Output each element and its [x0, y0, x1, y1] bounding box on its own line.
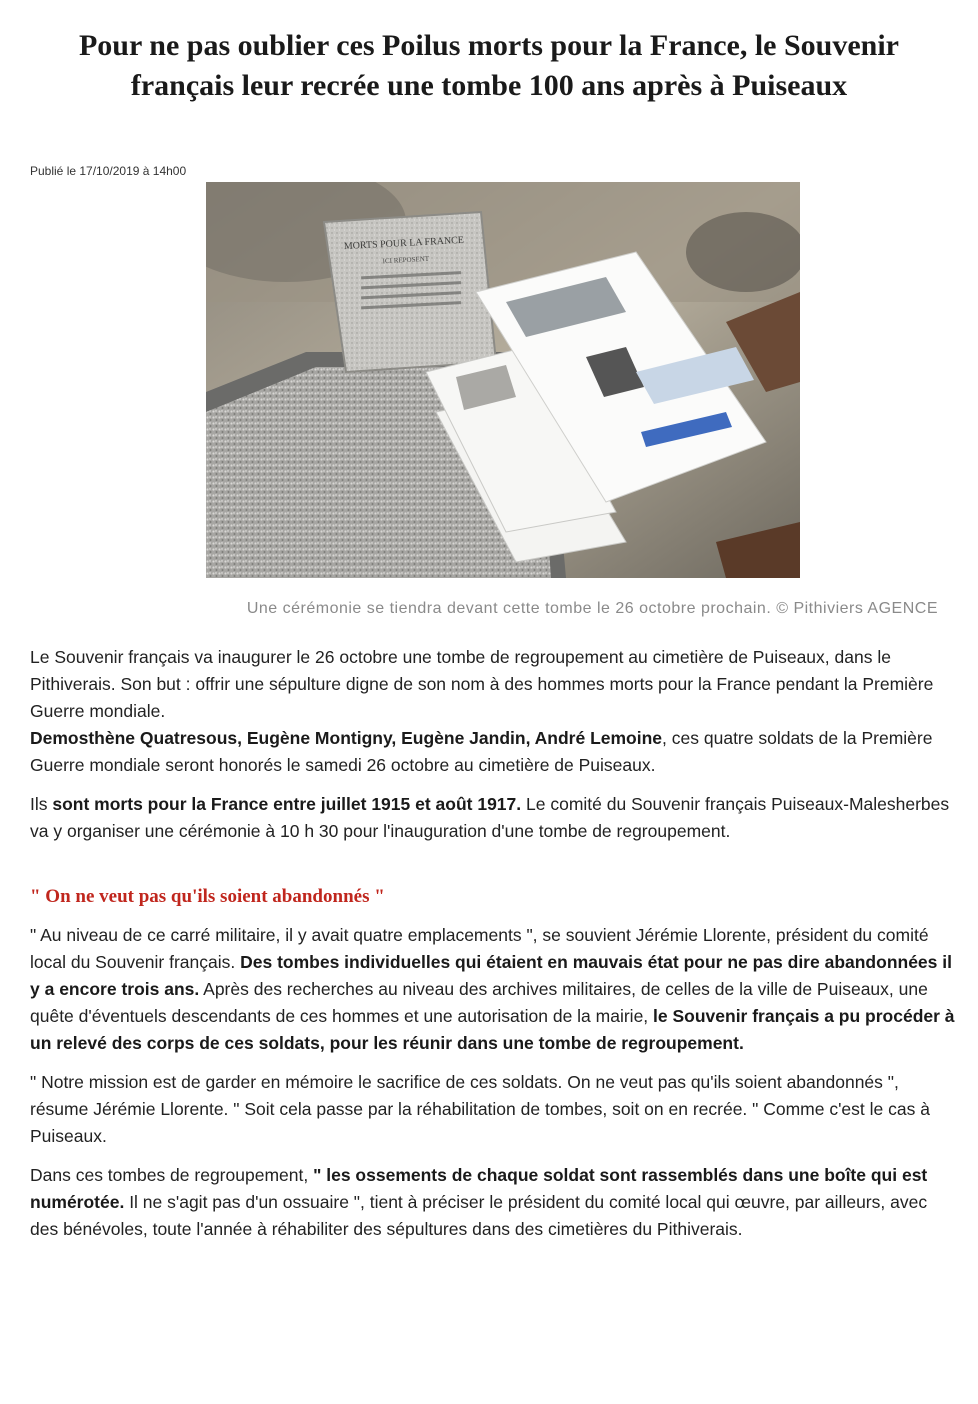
publish-date: Publié le 17/10/2019 à 14h00: [30, 164, 187, 178]
paragraph-dates: Ils sont morts pour la France entre juillet 1915 et août 1917. Le comité du Souvenir français Puiseaux-Malesherbes va y organiser une cérémonie à 10 h 30 pour l'inauguration d'une tombe de regroupement.: [30, 794, 950, 841]
section-subheading: " On ne veut pas qu'ils soient abandonnés ": [30, 886, 385, 907]
paragraph-intro: Le Souvenir français va inaugurer le 26 octobre une tombe de regroupement au cimetière de Puiseaux, dans le Pithiverais. Son but : offrir une sépulture digne de son nom à des hommes morts pour la France pendant la Première Guerre mondiale.: [30, 647, 934, 721]
paragraph-quote-1: " Au niveau de ce carré militaire, il y avait quatre emplacements ", se souvient Jérémie Llorente, président du comité local du Souvenir français. Des tombes individuelles qui étaient en mauvais état pour ne pas dire abandonnées il y a encore trois ans. Après des recherches au niveau des archives militaires, de celles de la ville de Puiseaux, une quête d'éventuels descendants de ces hommes et une autorisation de la mairie, le Souvenir français a pu procéder à un relevé des corps de ces soldats, pour les réunir dans une tombe de regroupement.: [30, 925, 955, 1053]
paragraph-quote-2: " Notre mission est de garder en mémoire le sacrifice de ces soldats. On ne veut pas qu'ils soient abandonnés ", résume Jérémie Llorente. " Soit cela passe par la réhabilitation de tombes, soit on en recrée. " Comme c'est le cas à Puiseaux.: [30, 1072, 930, 1146]
article-body: [30, 644, 960, 1255]
stone-subtitle: ICI REPOSENT: [382, 254, 430, 266]
paragraph-quote-3: Dans ces tombes de regroupement, " les ossements de chaque soldat sont rassemblés dans une boîte qui est numérotée. Il ne s'agit pas d'un ossuaire ", tient à préciser le président du comité local qui œuvre, par ailleurs, avec des bénévoles, toute l'année à réhabiliter des sépultures dans des cimetières du Pithiverais.: [30, 1165, 928, 1239]
paragraph-soldiers: Demosthène Quatresous, Eugène Montigny, Eugène Jandin, André Lemoine, ces quatre soldats de la Première Guerre mondiale seront honorés le samedi 26 octobre au cimetière de Puiseaux.: [30, 728, 933, 775]
soldier-names: Demosthène Quatresous, Eugène Montigny, Eugène Jandin, André Lemoine: [30, 728, 663, 748]
photo-caption: Une cérémonie se tiendra devant cette tombe le 26 octobre prochain. © Pithiviers AGENCE: [246, 600, 938, 617]
stone-title: MORTS POUR LA FRANCE: [343, 234, 465, 253]
article-photo: [206, 182, 800, 578]
article-headline: Pour ne pas oublier ces Poilus morts pour la France, le Souvenir français leur recrée une tombe 100 ans après à Puiseaux: [78, 29, 899, 102]
